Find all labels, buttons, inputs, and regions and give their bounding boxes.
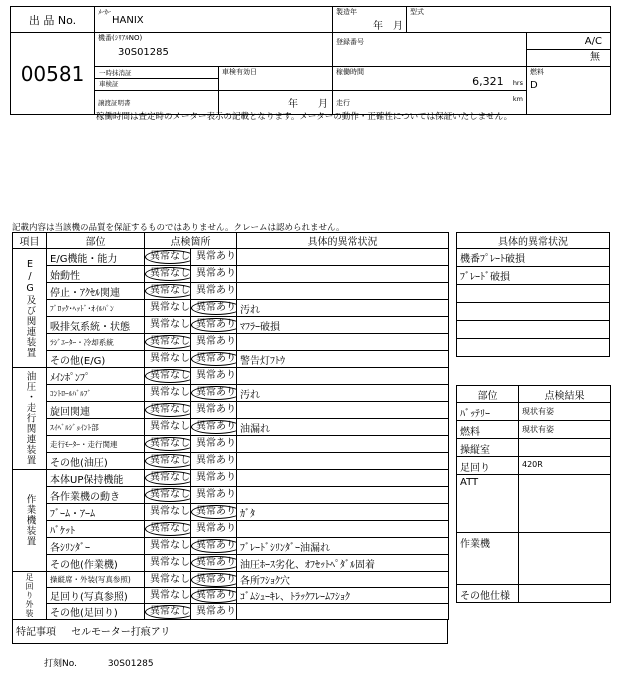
maker-label: ﾒｰｶｰ — [98, 8, 111, 16]
inspection-row — [13, 470, 449, 487]
serial-label: 機番(ｼﾘｱﾙNO) — [98, 34, 143, 42]
col-detail-header: 具体的異常状況 — [237, 233, 449, 249]
part-name: ｺﾝﾄﾛｰﾙﾊﾞﾙﾌﾞ — [47, 385, 145, 402]
circled-mark: 異常なし — [145, 284, 191, 298]
detail-text — [237, 266, 449, 283]
detail-text — [237, 368, 449, 385]
right-detail-row — [457, 303, 610, 321]
result-part: 足回り — [457, 457, 519, 475]
lot-number: 00581 — [11, 33, 95, 115]
fuel-cell — [527, 67, 611, 115]
maker-cell — [95, 7, 333, 33]
check-normal-cell[interactable] — [145, 266, 191, 283]
inspection-row — [13, 588, 449, 604]
check-normal-cell[interactable] — [145, 572, 191, 588]
detail-text — [237, 604, 449, 620]
km-unit: km — [512, 95, 523, 103]
lot-label: 出 品 No. — [11, 7, 95, 33]
check-abnormal-cell[interactable] — [191, 555, 237, 572]
circled-mark: 異常なし — [145, 437, 191, 451]
check-option: 異常なし — [150, 589, 190, 601]
stamp-line — [44, 656, 154, 669]
check-option: 異常あり — [196, 455, 236, 466]
inspection-row — [13, 300, 449, 317]
group-label — [13, 249, 47, 368]
check-abnormal-cell[interactable] — [191, 351, 237, 368]
right-detail-line — [457, 285, 610, 303]
circled-mark: 異常あり — [191, 420, 237, 434]
result-row — [457, 533, 611, 585]
right-detail-row — [457, 321, 610, 339]
temp-label: 一時抹消証 — [95, 68, 218, 79]
inspection-row — [13, 487, 449, 504]
check-abnormal-cell[interactable] — [191, 266, 237, 283]
inspection-row — [13, 368, 449, 385]
detail-text: 警告灯ﾌﾄｳ — [237, 351, 449, 368]
ac-value: 無 — [590, 51, 600, 63]
reg-cell — [333, 33, 527, 67]
check-normal-cell[interactable] — [145, 555, 191, 572]
result-value: 420R — [519, 457, 611, 475]
check-normal-cell[interactable] — [145, 470, 191, 487]
check-normal-cell[interactable] — [145, 351, 191, 368]
inspection-row — [13, 538, 449, 555]
detail-text — [237, 521, 449, 538]
inspection-row — [13, 555, 449, 572]
year-label: 製造年 — [336, 8, 357, 16]
detail-text: 汚れ — [237, 385, 449, 402]
check-normal-cell[interactable] — [145, 538, 191, 555]
part-name: ｽｲﾍﾞﾙｼﾞｮｲﾝﾄ部 — [47, 419, 145, 436]
inspection-table — [12, 232, 449, 620]
check-abnormal-cell[interactable] — [191, 317, 237, 334]
part-name: その他(油圧) — [47, 453, 145, 470]
detail-text: 汚れ — [237, 300, 449, 317]
result-value — [519, 475, 611, 533]
check-option: 異常なし — [150, 387, 190, 398]
part-name: 各ｼﾘﾝﾀﾞｰ — [47, 538, 145, 555]
check-option: 異常あり — [196, 251, 236, 262]
part-name: 各作業機の動き — [47, 487, 145, 504]
circled-mark: 異常あり — [191, 301, 237, 315]
detail-text: ﾌﾞﾚｰﾄﾞｼﾘﾝﾀﾞｰ油漏れ — [237, 538, 449, 555]
check-abnormal-cell[interactable] — [191, 453, 237, 470]
detail-text — [237, 436, 449, 453]
detail-text — [237, 334, 449, 351]
circled-mark: 異常あり — [191, 589, 237, 603]
detail-text — [237, 453, 449, 470]
check-normal-cell[interactable] — [145, 317, 191, 334]
detail-text: 油漏れ — [237, 419, 449, 436]
circled-mark: 異常なし — [145, 454, 191, 468]
circled-mark: 異常あり — [191, 573, 237, 587]
check-option: 異常なし — [150, 557, 190, 568]
right-detail-line — [457, 321, 610, 339]
check-option: 異常なし — [150, 353, 190, 364]
check-normal-cell[interactable] — [145, 249, 191, 266]
detail-text: ｺﾞﾑｼｭｰｷﾚ、ﾄﾗｯｸﾌﾚｰﾑﾌｼｮｸ — [237, 588, 449, 604]
inspect-expiry-unit: 年 月 — [219, 91, 333, 115]
check-option: 異常あり — [196, 336, 236, 347]
detail-text — [237, 470, 449, 487]
right-detail-section — [456, 232, 610, 357]
result-value — [519, 585, 611, 603]
group-label-text: 足回り外装 — [25, 573, 34, 618]
circled-mark: 異常あり — [191, 386, 237, 400]
check-normal-cell[interactable] — [145, 283, 191, 300]
result-part: ATT — [457, 475, 519, 533]
circled-mark: 異常なし — [145, 267, 191, 281]
inspection-row — [13, 604, 449, 620]
check-abnormal-cell[interactable] — [191, 588, 237, 604]
check-option: 異常あり — [196, 523, 236, 534]
result-row — [457, 585, 611, 603]
serial-value: 30S01285 — [118, 47, 169, 58]
detail-text — [237, 249, 449, 266]
part-name: E/G機能・能力 — [47, 249, 145, 266]
right-results-table — [456, 385, 611, 603]
check-option: 異常なし — [150, 506, 190, 517]
inspection-row — [13, 419, 449, 436]
right-detail-line: ﾌﾞﾚｰﾄﾞ破損 — [457, 267, 610, 285]
part-name: その他(足回り) — [47, 604, 145, 620]
circled-mark: 異常なし — [145, 403, 191, 417]
circled-mark: 異常なし — [145, 250, 191, 264]
group-label-text: E/G及び関連装置 — [24, 258, 36, 358]
check-option: 異常あり — [196, 605, 236, 617]
check-option: 異常あり — [196, 285, 236, 296]
inspection-row — [13, 249, 449, 266]
check-option: 異常なし — [150, 573, 190, 585]
check-abnormal-cell[interactable] — [191, 436, 237, 453]
check-abnormal-cell[interactable] — [191, 419, 237, 436]
fuel-label: 燃料 — [530, 68, 544, 76]
result-part: ﾊﾞｯﾃﾘｰ — [457, 403, 519, 421]
detail-text — [237, 402, 449, 419]
model-label: 型式 — [410, 8, 424, 16]
inspection-row — [13, 436, 449, 453]
result-value — [519, 439, 611, 457]
inspection-row — [13, 521, 449, 538]
inspect-expiry-label: 車検有効日 — [222, 68, 257, 76]
part-name: ﾌﾞｰﾑ・ｱｰﾑ — [47, 504, 145, 521]
check-option: 異常なし — [150, 421, 190, 432]
group-label-text: 作業機装置 — [24, 494, 36, 547]
check-option: 異常あり — [196, 472, 236, 483]
circled-mark: 異常あり — [191, 505, 237, 519]
check-normal-cell[interactable] — [145, 436, 191, 453]
part-name: ﾒｲﾝﾎﾟﾝﾌﾟ — [47, 368, 145, 385]
group-label-text: 油圧・走行関連装置 — [24, 371, 36, 466]
circled-mark: 異常なし — [145, 605, 191, 619]
check-normal-cell[interactable] — [145, 419, 191, 436]
check-abnormal-cell[interactable] — [191, 538, 237, 555]
part-name: 本体UP保持機能 — [47, 470, 145, 487]
part-name: ﾊﾞｹｯﾄ — [47, 521, 145, 538]
check-abnormal-cell[interactable] — [191, 283, 237, 300]
result-part: 作業機 — [457, 533, 519, 585]
result-row — [457, 457, 611, 475]
part-name: その他(E/G) — [47, 351, 145, 368]
hours-line — [336, 75, 523, 88]
fuel-value: D — [530, 80, 538, 91]
inspection-row — [13, 334, 449, 351]
right-detail-table — [456, 232, 610, 357]
part-name: 停止・ｱｸｾﾙ関連 — [47, 283, 145, 300]
inspection-label: 車検証 — [99, 79, 119, 88]
disclaimer: 記載内容は当該機の品質を保証するものではありません。クレームは認められません。 — [12, 223, 345, 233]
group-label — [13, 470, 47, 572]
check-normal-cell[interactable] — [145, 453, 191, 470]
maker-value: HANIX — [112, 15, 144, 26]
right-detail-body — [457, 249, 610, 357]
result-row — [457, 403, 611, 421]
header-section — [10, 6, 610, 110]
circled-mark: 異常なし — [145, 369, 191, 383]
hours-cell — [333, 67, 527, 91]
inspection-row — [13, 402, 449, 419]
remarks-cell — [13, 620, 448, 644]
stamp-value: 30S01285 — [107, 659, 154, 669]
inspection-row — [13, 283, 449, 300]
inspection-row — [13, 453, 449, 470]
check-normal-cell[interactable] — [145, 487, 191, 504]
right-detail-row — [457, 285, 610, 303]
results-col-part: 部位 — [457, 386, 519, 403]
check-normal-cell[interactable] — [145, 368, 191, 385]
detail-text: 油圧ﾎｰｽ劣化、ｵﾌｾｯﾄﾍﾟﾀﾞﾙ固着 — [237, 555, 449, 572]
col-part-header: 部位 — [47, 233, 145, 249]
circled-mark: 異常なし — [145, 488, 191, 502]
serial-cell — [95, 33, 333, 67]
circled-mark: 異常あり — [191, 539, 237, 553]
col-item-header: 項目 — [13, 233, 47, 249]
right-results-section — [456, 385, 610, 603]
inspect-expiry-cell — [219, 67, 333, 91]
check-abnormal-cell[interactable] — [191, 604, 237, 620]
inspection-section — [12, 232, 448, 644]
remarks-table — [12, 619, 448, 644]
right-detail-row — [457, 267, 610, 285]
hours-label: 稼働時間 — [336, 68, 364, 76]
check-option: 異常あり — [196, 370, 236, 381]
group-label — [13, 572, 47, 620]
year-unit: 年 月 — [373, 21, 403, 32]
ac-cell — [527, 33, 611, 67]
circled-mark: 異常あり — [191, 352, 237, 366]
right-detail-line — [457, 339, 610, 357]
check-abnormal-cell[interactable] — [191, 470, 237, 487]
inspection-row — [13, 504, 449, 521]
detail-text — [237, 283, 449, 300]
check-abnormal-cell[interactable] — [191, 504, 237, 521]
remarks-text: セルモーター打痕アリ — [71, 627, 171, 638]
inspection-row — [13, 317, 449, 334]
result-value — [519, 533, 611, 585]
right-detail-line: 機番ﾌﾟﾚｰﾄ破損 — [457, 249, 610, 267]
result-value: 現状有姿 — [519, 403, 611, 421]
part-name: その他(作業機) — [47, 555, 145, 572]
detail-text: ｶﾞﾀ — [237, 504, 449, 521]
result-part: その他仕様 — [457, 585, 519, 603]
circled-mark: 異常なし — [145, 522, 191, 536]
group-label — [13, 368, 47, 470]
part-name: ﾌﾞﾛｯｸ･ﾍｯﾄﾞ･ｵｲﾙﾊﾟﾝ — [47, 300, 145, 317]
result-row — [457, 421, 611, 439]
check-normal-cell[interactable] — [145, 402, 191, 419]
check-abnormal-cell[interactable] — [191, 521, 237, 538]
col-check-header: 点検箇所 — [145, 233, 237, 249]
circled-mark: 異常なし — [145, 471, 191, 485]
check-normal-cell[interactable] — [145, 334, 191, 351]
part-name: 走行ﾓｰﾀｰ・走行関連 — [47, 436, 145, 453]
detail-text — [237, 487, 449, 504]
right-results-body — [457, 403, 611, 603]
inspection-row — [13, 572, 449, 588]
stamp-label: 打刻No. — [44, 659, 77, 669]
check-normal-cell[interactable] — [145, 504, 191, 521]
part-name: ﾗｼﾞｴｰﾀｰ・冷却系統 — [47, 334, 145, 351]
check-option: 異常なし — [150, 540, 190, 551]
part-name: 操縦席・外装(写真参照) — [47, 572, 145, 588]
check-normal-cell[interactable] — [145, 588, 191, 604]
mileage-label: 走行 — [336, 99, 350, 107]
remarks-label: 特記事項 — [16, 627, 56, 638]
check-option: 異常なし — [150, 302, 190, 313]
result-part: 燃料 — [457, 421, 519, 439]
check-option: 異常なし — [150, 319, 190, 330]
check-option: 異常あり — [196, 489, 236, 500]
check-normal-cell[interactable] — [145, 521, 191, 538]
check-abnormal-cell[interactable] — [191, 368, 237, 385]
check-abnormal-cell[interactable] — [191, 402, 237, 419]
meter-note: 稼働時間は査定時のメーター表示の記載となります。メーターの動作・正確性については保証いたしません。 — [96, 112, 513, 122]
part-name: 足回り(写真参照) — [47, 588, 145, 604]
part-name: 旋回関連 — [47, 402, 145, 419]
check-normal-cell[interactable] — [145, 300, 191, 317]
ac-label: A/C — [527, 34, 610, 50]
result-value: 現状有姿 — [519, 421, 611, 439]
inspection-row — [13, 266, 449, 283]
inspection-body — [13, 249, 449, 620]
check-normal-cell[interactable] — [145, 385, 191, 402]
header-table — [10, 6, 611, 115]
circled-mark: 異常あり — [191, 318, 237, 332]
check-abnormal-cell[interactable] — [191, 572, 237, 588]
check-abnormal-cell[interactable] — [191, 300, 237, 317]
check-abnormal-cell[interactable] — [191, 334, 237, 351]
circled-mark: 異常あり — [191, 556, 237, 570]
hours-value: 6,321 — [472, 75, 504, 88]
circled-mark: 異常なし — [145, 335, 191, 349]
check-abnormal-cell[interactable] — [191, 487, 237, 504]
check-abnormal-cell[interactable] — [191, 249, 237, 266]
right-detail-line — [457, 303, 610, 321]
model-cell — [407, 7, 611, 33]
transfer-label: 譲渡証明書 — [98, 99, 131, 107]
detail-text: ﾏﾌﾗｰ破損 — [237, 317, 449, 334]
result-part: 操縦室 — [457, 439, 519, 457]
temp-cert-label — [95, 67, 219, 91]
check-normal-cell[interactable] — [145, 604, 191, 620]
year-cell — [333, 7, 407, 33]
reg-label: 登録番号 — [336, 38, 364, 46]
right-detail-row — [457, 339, 610, 357]
check-option: 異常あり — [196, 438, 236, 449]
part-name: 始動性 — [47, 266, 145, 283]
results-col-result: 点検結果 — [519, 386, 611, 403]
check-option: 異常あり — [196, 404, 236, 415]
inspection-row — [13, 385, 449, 402]
right-detail-title: 具体的異常状況 — [457, 233, 610, 249]
part-name: 吸排気系統・状態 — [47, 317, 145, 334]
result-row — [457, 475, 611, 533]
check-option: 異常あり — [196, 268, 236, 279]
detail-text: 各所ﾌｼｮｸ穴 — [237, 572, 449, 588]
result-row — [457, 439, 611, 457]
right-detail-row — [457, 249, 610, 267]
check-abnormal-cell[interactable] — [191, 385, 237, 402]
inspection-row — [13, 351, 449, 368]
hours-unit: hrs — [512, 79, 523, 87]
